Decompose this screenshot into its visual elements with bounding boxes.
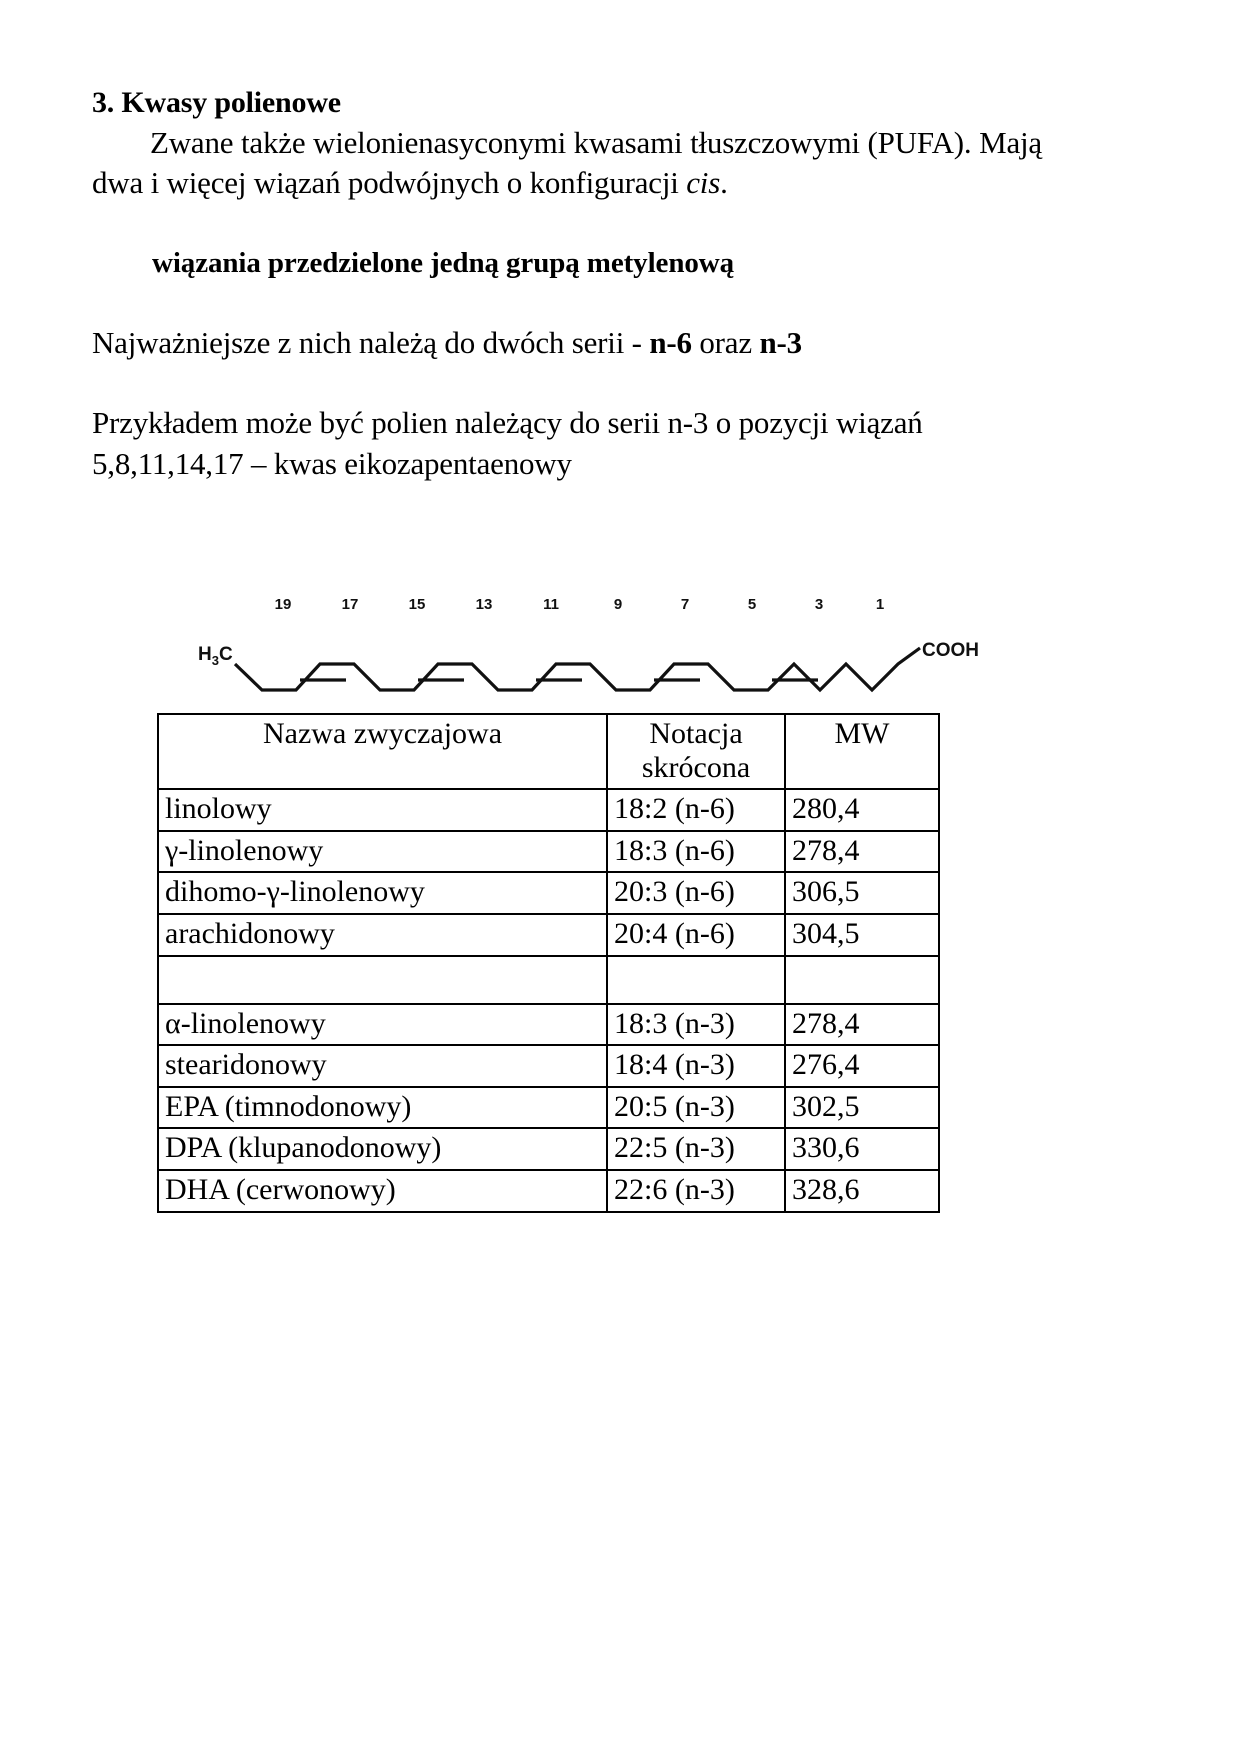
carbon-number-13: 13 <box>475 596 493 613</box>
table-header-row <box>158 714 939 789</box>
cell-molecular-weight: 306,5 <box>785 872 939 914</box>
carbon-number-11: 11 <box>543 596 559 613</box>
cell-molecular-weight: 302,5 <box>785 1087 939 1129</box>
carbon-number-5: 5 <box>747 596 757 613</box>
intro-text-part2: . <box>720 165 728 201</box>
carbon-number-1: 1 <box>875 596 885 613</box>
table-row <box>158 1128 939 1170</box>
cell-common-name: DPA (klupanodonowy) <box>158 1128 607 1170</box>
cell-common-name: γ-linolenowy <box>158 831 607 873</box>
cell-shorthand-notation: 20:4 (n-6) <box>607 914 785 956</box>
cell-common-name: α-linolenowy <box>158 1004 607 1046</box>
fatty-acids-table-wrapper <box>157 713 938 1213</box>
fatty-acids-table <box>157 713 940 1213</box>
cell-shorthand-notation: 22:6 (n-3) <box>607 1170 785 1212</box>
subheading-methylene: wiązania przedzielone jedną grupą metylenową <box>152 247 734 280</box>
methyl-end-label: $H_3C$ <box>198 644 233 668</box>
column-header-shorthand-notation <box>607 714 785 789</box>
cell-molecular-weight: 328,6 <box>785 1170 939 1212</box>
cell-molecular-weight: 304,5 <box>785 914 939 956</box>
table-head <box>158 714 939 789</box>
text-content-block <box>92 86 1042 484</box>
cell-shorthand-notation <box>607 956 785 1004</box>
series-n3: n-3 <box>759 325 802 361</box>
notation-header-line1: Notacja <box>649 717 743 750</box>
cell-molecular-weight: 276,4 <box>785 1045 939 1087</box>
cell-shorthand-notation: 20:3 (n-6) <box>607 872 785 914</box>
cell-common-name: DHA (cerwonowy) <box>158 1170 607 1212</box>
cell-common-name: linolowy <box>158 789 607 831</box>
table-body <box>158 789 939 1211</box>
table-row <box>158 1045 939 1087</box>
cell-shorthand-notation: 18:2 (n-6) <box>607 789 785 831</box>
carbon-number-7: 7 <box>680 596 690 613</box>
series-middle: oraz <box>691 325 760 361</box>
column-header-common-name: Nazwa zwyczajowa <box>158 714 607 789</box>
carbon-number-labels <box>275 596 885 613</box>
intro-text-part1: Zwane także wielonienasyconymi kwasami tłuszczowymi (PUFA). Mają dwa i więcej wiązań podwójnych o konfiguracji <box>92 124 1042 201</box>
table-row <box>158 1087 939 1129</box>
table-row <box>158 1170 939 1212</box>
spacer-3 <box>92 363 1042 403</box>
series-paragraph <box>92 323 1042 363</box>
cell-common-name <box>158 956 607 1004</box>
carbon-chain-backbone <box>235 648 920 690</box>
spacer-2 <box>92 283 1042 323</box>
intro-paragraph <box>92 123 1042 204</box>
carbon-number-15: 15 <box>408 596 426 613</box>
carbon-number-3: 3 <box>814 596 824 613</box>
table-row <box>158 914 939 956</box>
cell-molecular-weight <box>785 956 939 1004</box>
spacer-1 <box>92 203 1042 245</box>
cell-common-name: dihomo-γ-linolenowy <box>158 872 607 914</box>
page-title: 3. Kwasy polienowe <box>92 86 341 119</box>
skeletal-formula-svg <box>180 586 980 711</box>
notation-header-line2: skrócona <box>641 750 751 784</box>
cell-shorthand-notation: 18:3 (n-3) <box>607 1004 785 1046</box>
carboxyl-end-label: COOH <box>922 640 979 661</box>
example-paragraph: Przykładem może być polien należący do serii n-3 o pozycji wiązań 5,8,11,14,17 – kwas eikozapentaenowy <box>92 405 923 481</box>
series-n6: n-6 <box>649 325 692 361</box>
carbon-number-19: 19 <box>274 596 292 613</box>
series-prefix: Najważniejsze z nich należą do dwóch serii - <box>92 325 650 361</box>
table-row <box>158 831 939 873</box>
column-header-mw: MW <box>785 714 939 789</box>
cell-shorthand-notation: 22:5 (n-3) <box>607 1128 785 1170</box>
cell-common-name: stearidonowy <box>158 1045 607 1087</box>
table-row-separator <box>158 956 939 1004</box>
cell-common-name: arachidonowy <box>158 914 607 956</box>
cell-shorthand-notation: 18:3 (n-6) <box>607 831 785 873</box>
cell-molecular-weight: 280,4 <box>785 789 939 831</box>
cell-shorthand-notation: 20:5 (n-3) <box>607 1087 785 1129</box>
cell-molecular-weight: 278,4 <box>785 1004 939 1046</box>
cell-common-name: EPA (timnodonowy) <box>158 1087 607 1129</box>
table-row <box>158 1004 939 1046</box>
intro-italic-cis: cis <box>686 165 721 201</box>
table-row <box>158 872 939 914</box>
cell-shorthand-notation: 18:4 (n-3) <box>607 1045 785 1087</box>
table-row <box>158 789 939 831</box>
cell-molecular-weight: 278,4 <box>785 831 939 873</box>
eicosapentaenoic-acid-structure <box>180 586 980 711</box>
carbon-number-9: 9 <box>613 596 623 613</box>
carbon-number-17: 17 <box>341 596 359 613</box>
cell-molecular-weight: 330,6 <box>785 1128 939 1170</box>
